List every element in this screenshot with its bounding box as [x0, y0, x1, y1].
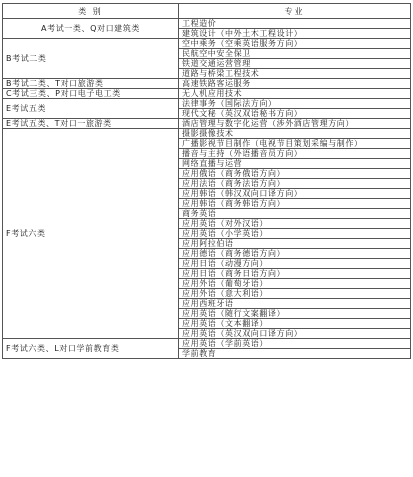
major-cell: 商务英语 — [179, 209, 411, 219]
major-cell: 建筑设计（中外土木工程设计） — [179, 29, 411, 39]
header-row — [3, 4, 411, 19]
major-cell: 道路与桥梁工程技术 — [179, 69, 411, 79]
major-cell: 应用外语（意大利语） — [179, 289, 411, 299]
major-cell: 播音与主持（外语播音员方向） — [179, 149, 411, 159]
table-body — [3, 19, 411, 359]
major-cell: 学前教育 — [179, 349, 411, 359]
major-header: 专业 — [179, 4, 411, 19]
category-cell: E考试五类、T对口一旅游类 — [3, 119, 179, 129]
major-cell: 应用英语（英汉双向口译方向） — [179, 329, 411, 339]
table-row — [3, 339, 411, 349]
major-cell: 应用英语（小学英语） — [179, 229, 411, 239]
table-row — [3, 89, 411, 99]
table-row — [3, 79, 411, 89]
major-cell: 高速铁路客运服务 — [179, 79, 411, 89]
majors-table — [2, 3, 411, 359]
major-cell: 应用日语（商务日语方向） — [179, 269, 411, 279]
major-cell: 应用外语（葡萄牙语） — [179, 279, 411, 289]
major-cell: 工程造价 — [179, 19, 411, 29]
major-cell: 铁道交通运营管理 — [179, 59, 411, 69]
major-cell: 应用韩语（韩汉双向口译方向） — [179, 189, 411, 199]
major-cell: 法律事务（国际法方向） — [179, 99, 411, 109]
table-row — [3, 19, 411, 29]
major-cell: 网络直播与运营 — [179, 159, 411, 169]
category-cell: C考试三类、P对口电子电工类 — [3, 89, 179, 99]
major-cell: 民航空中安全保卫 — [179, 49, 411, 59]
major-cell: 摄影摄像技术 — [179, 129, 411, 139]
major-cell: 应用英语（对外汉语） — [179, 219, 411, 229]
major-cell: 应用西班牙语 — [179, 299, 411, 309]
major-cell: 空中乘务（空乘英语服务方向） — [179, 39, 411, 49]
major-cell: 无人机应用技术 — [179, 89, 411, 99]
major-cell: 现代文秘（英汉双语秘书方向） — [179, 109, 411, 119]
category-cell: B考试二类 — [3, 39, 179, 79]
category-cell: F考试六类 — [3, 129, 179, 339]
category-cell: B考试二类、T对口旅游类 — [3, 79, 179, 89]
major-cell: 应用德语（商务德语方向） — [179, 249, 411, 259]
major-cell: 广播影视节目制作（电视节目策划采编与制作） — [179, 139, 411, 149]
major-cell: 应用韩语（商务韩语方向） — [179, 199, 411, 209]
category-cell: F考试六类、L对口学前教育类 — [3, 339, 179, 359]
category-cell: A考试一类、Q对口建筑类 — [3, 19, 179, 39]
category-header: 类 别 — [3, 4, 179, 19]
category-cell: E考试五类 — [3, 99, 179, 119]
major-cell: 应用英语（学前英语） — [179, 339, 411, 349]
major-cell: 酒店管理与数字化运营（涉外酒店管理方向） — [179, 119, 411, 129]
table-row — [3, 119, 411, 129]
table-row — [3, 99, 411, 109]
major-cell: 应用法语（商务法语方向） — [179, 179, 411, 189]
major-cell: 应用英语（文本翻译） — [179, 319, 411, 329]
major-cell: 应用英语（随行文案翻译） — [179, 309, 411, 319]
table-row — [3, 39, 411, 49]
major-cell: 应用俄语（商务俄语方向） — [179, 169, 411, 179]
table-row — [3, 129, 411, 139]
major-cell: 应用日语（动漫方向） — [179, 259, 411, 269]
major-cell: 应用阿拉伯语 — [179, 239, 411, 249]
